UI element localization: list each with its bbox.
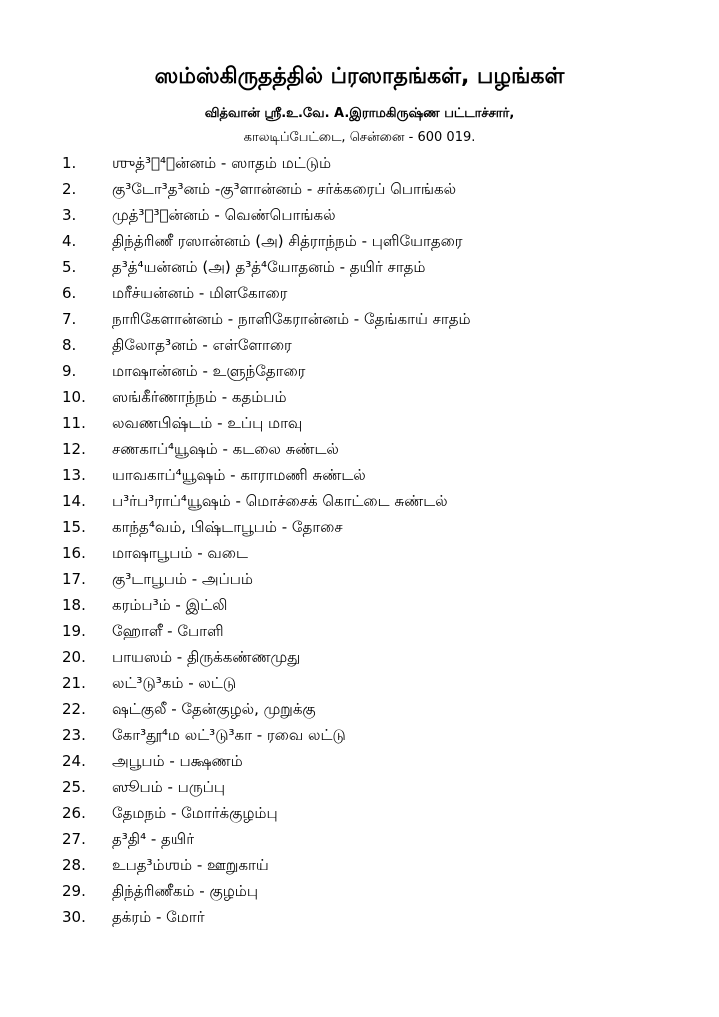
item-number: 3. bbox=[62, 206, 77, 224]
item-text: லட்³டு³கம் - லட்டு bbox=[112, 674, 237, 692]
item-number: 2. bbox=[62, 180, 77, 198]
item-text: காந்த⁴வம், பிஷ்டாபூபம் - தோசை bbox=[112, 518, 343, 536]
item-text: தேமநம் - மோர்க்குழம்பு bbox=[112, 804, 278, 822]
list-item bbox=[0, 280, 719, 306]
list-item bbox=[0, 696, 719, 722]
item-text: பாயஸம் - திருக்கண்ணமுது bbox=[112, 648, 301, 666]
list-item bbox=[0, 670, 719, 696]
list-item bbox=[0, 488, 719, 514]
item-text: ஸங்கீர்ணாந்நம் - கதம்பம் bbox=[112, 388, 287, 406]
item-text: ஸூபம் - பருப்பு bbox=[112, 778, 226, 796]
item-text: ஷட்குலீ - தேன்குழல், முறுக்கு bbox=[112, 700, 316, 718]
item-text: உபத³ம்ஶம் - ஊறுகாய் bbox=[112, 856, 269, 874]
item-number: 26. bbox=[62, 804, 86, 822]
item-number: 8. bbox=[62, 336, 77, 354]
item-number: 14. bbox=[62, 492, 86, 510]
item-text: கு³டோ³த³னம் -கு³ளான்னம் - சர்க்கரைப் பொங்கல் bbox=[112, 180, 457, 198]
list-item bbox=[0, 306, 719, 332]
item-number: 28. bbox=[62, 856, 86, 874]
item-text: யாவகாப்⁴யூஷம் - காராமணி சுண்டல் bbox=[112, 466, 366, 484]
list-item bbox=[0, 644, 719, 670]
item-text: ஶுத்³த⁴ான்னம் - ஸாதம் மட்டும் bbox=[112, 154, 332, 172]
item-text: கரம்ப³ம் - இட்லி bbox=[112, 596, 228, 614]
list-item bbox=[0, 150, 719, 176]
item-number: 16. bbox=[62, 544, 86, 562]
item-number: 15. bbox=[62, 518, 86, 536]
item-number: 12. bbox=[62, 440, 86, 458]
list-item bbox=[0, 852, 719, 878]
list-item bbox=[0, 254, 719, 280]
item-number: 17. bbox=[62, 570, 86, 588]
item-number: 21. bbox=[62, 674, 86, 692]
item-number: 13. bbox=[62, 466, 86, 484]
item-text: சணகாப்⁴யூஷம் - கடலை சுண்டல் bbox=[112, 440, 339, 458]
item-text: அபூபம் - பக்ஷணம் bbox=[112, 752, 243, 770]
item-text: திலோத³னம் - எள்ளோரை bbox=[112, 336, 292, 354]
item-number: 19. bbox=[62, 622, 86, 640]
list-item bbox=[0, 722, 719, 748]
item-text: லவணபிஷ்டம் - உப்பு மாவு bbox=[112, 414, 303, 432]
prasadam-list bbox=[0, 150, 719, 930]
list-item bbox=[0, 410, 719, 436]
author-line: வித்வான் ஸ்ரீ.உ.வே. A.இராமகிருஷ்ண பட்டாச்சார், bbox=[204, 106, 515, 121]
list-item bbox=[0, 748, 719, 774]
list-item bbox=[0, 800, 719, 826]
item-text: தக்ரம் - மோர் bbox=[112, 908, 205, 926]
item-text: மாஷான்னம் - உளுந்தோரை bbox=[112, 362, 306, 380]
item-number: 9. bbox=[62, 362, 77, 380]
address-line: காலடிப்பேட்டை, சென்னை - 600 019. bbox=[243, 130, 476, 145]
list-item bbox=[0, 332, 719, 358]
list-item bbox=[0, 228, 719, 254]
item-text: முத்³க³ான்னம் - வெண்பொங்கல் bbox=[112, 206, 336, 224]
list-item bbox=[0, 176, 719, 202]
item-number: 5. bbox=[62, 258, 77, 276]
item-text: த³த்⁴யன்னம் (அ) த³த்⁴யோதனம் - தயிர் சாதம் bbox=[112, 258, 426, 276]
item-number: 22. bbox=[62, 700, 86, 718]
item-text: கோ³தூ⁴ம லட்³டு³கா - ரவை லட்டு bbox=[112, 726, 346, 744]
list-item bbox=[0, 566, 719, 592]
item-text: த³தி⁴ - தயிர் bbox=[112, 830, 195, 848]
item-number: 7. bbox=[62, 310, 77, 328]
item-number: 27. bbox=[62, 830, 86, 848]
item-number: 1. bbox=[62, 154, 77, 172]
item-text: ஹோளீ - போளி bbox=[112, 622, 224, 640]
list-item bbox=[0, 774, 719, 800]
item-number: 30. bbox=[62, 908, 86, 926]
list-item bbox=[0, 436, 719, 462]
item-number: 25. bbox=[62, 778, 86, 796]
item-number: 4. bbox=[62, 232, 77, 250]
item-text: மாஷாபூபம் - வடை bbox=[112, 544, 248, 562]
item-number: 24. bbox=[62, 752, 86, 770]
item-number: 18. bbox=[62, 596, 86, 614]
item-text: திந்த்ரிணீகம் - குழம்பு bbox=[112, 882, 258, 900]
list-item bbox=[0, 878, 719, 904]
item-text: ப³ர்ப³ராப்⁴யூஷம் - மொச்சைக் கொட்டை சுண்டல் bbox=[112, 492, 448, 510]
document-title: ஸம்ஸ்கிருதத்தில் ப்ரஸாதங்கள், பழங்கள் bbox=[154, 64, 565, 89]
item-number: 23. bbox=[62, 726, 86, 744]
list-item bbox=[0, 904, 719, 930]
list-item bbox=[0, 358, 719, 384]
item-number: 6. bbox=[62, 284, 77, 302]
list-item bbox=[0, 592, 719, 618]
list-item bbox=[0, 618, 719, 644]
item-number: 10. bbox=[62, 388, 86, 406]
list-item bbox=[0, 202, 719, 228]
item-number: 29. bbox=[62, 882, 86, 900]
list-item bbox=[0, 514, 719, 540]
item-number: 20. bbox=[62, 648, 86, 666]
item-text: நாரிகேளான்னம் - நாளிகேரான்னம் - தேங்காய் சாதம் bbox=[112, 310, 471, 328]
item-text: கு³டாபூபம் - அப்பம் bbox=[112, 570, 253, 588]
list-item bbox=[0, 826, 719, 852]
list-item bbox=[0, 462, 719, 488]
item-text: திந்த்ரிணீ ரஸான்னம் (அ) சித்ராந்நம் - புளியோதரை bbox=[112, 232, 463, 250]
item-number: 11. bbox=[62, 414, 86, 432]
list-item bbox=[0, 384, 719, 410]
list-item bbox=[0, 540, 719, 566]
item-text: மரீச்யன்னம் - மிளகோரை bbox=[112, 284, 288, 302]
